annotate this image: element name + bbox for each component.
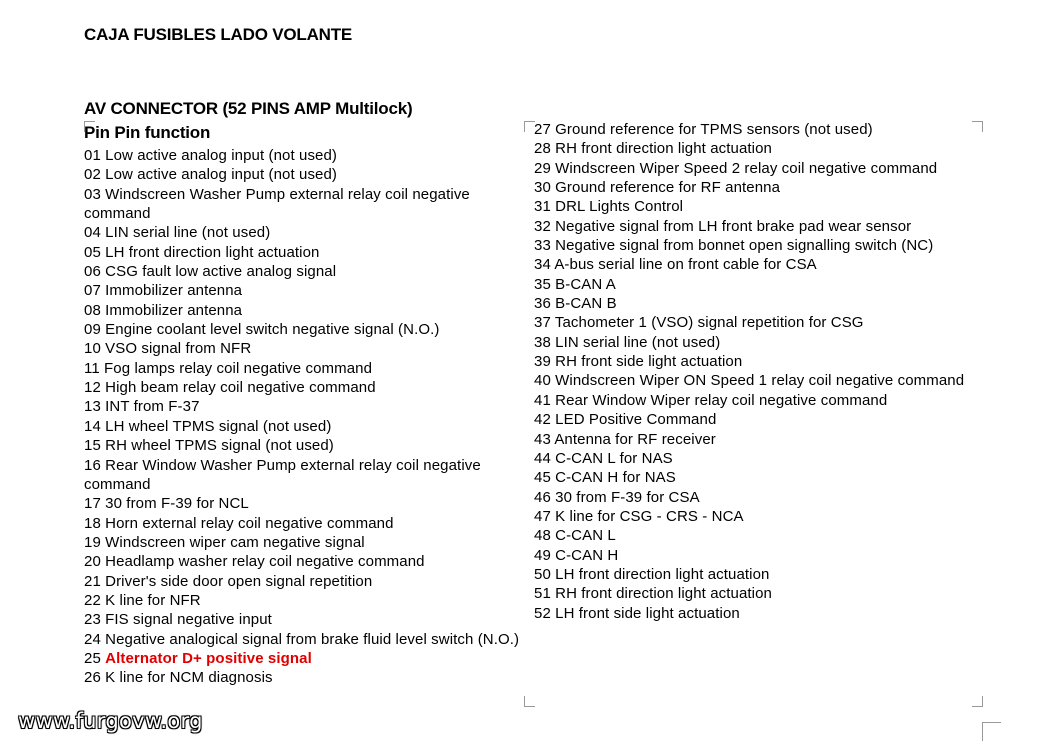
pin-item: 23 FIS signal negative input xyxy=(84,611,272,629)
pin-item: 42 LED Positive Command xyxy=(534,411,717,429)
pin-item: 31 DRL Lights Control xyxy=(534,198,684,216)
pin-item: 40 Windscreen Wiper ON Speed 1 relay coil negative command xyxy=(534,372,965,390)
pin-item-25 xyxy=(84,649,530,668)
pin-item: 37 Tachometer 1 (VSO) signal repetition for CSG xyxy=(534,314,864,332)
pin-item: 21 Driver's side door open signal repetition xyxy=(84,572,373,590)
pin-item: 18 Horn external relay coil negative command xyxy=(84,514,394,532)
pin-item: 04 LIN serial line (not used) xyxy=(84,224,271,242)
pin-item: 01 Low active analog input (not used) xyxy=(84,147,338,164)
pin-item: 20 Headlamp washer relay coil negative command xyxy=(84,553,425,571)
crop-mark xyxy=(972,121,983,132)
pin-item: 09 Engine coolant level switch negative signal (N.O.) xyxy=(84,321,440,339)
pin-item: 52 LH front side light actuation xyxy=(534,604,740,622)
document-title: CAJA FUSIBLES LADO VOLANTE xyxy=(84,25,353,44)
pin-item: 32 Negative signal from LH front brake pad wear sensor xyxy=(534,217,912,235)
pin-item: 14 LH wheel TPMS signal (not used) xyxy=(84,417,332,435)
pin-item: 33 Negative signal from bonnet open signalling switch (NC) xyxy=(534,237,934,255)
pin-item: 13 INT from F-37 xyxy=(84,398,200,416)
pin-item: 29 Windscreen Wiper Speed 2 relay coil negative command xyxy=(534,159,938,177)
pin-list-left xyxy=(84,146,530,688)
pin-item: 11 Fog lamps relay coil negative command xyxy=(84,359,373,377)
crop-mark xyxy=(982,722,1001,741)
pin-item: 43 Antenna for RF receiver xyxy=(534,430,716,448)
pin-item: 36 B-CAN B xyxy=(534,295,617,313)
crop-mark xyxy=(524,696,535,707)
pin-item: 19 Windscreen wiper cam negative signal xyxy=(84,533,365,551)
pin-item: 16 Rear Window Washer Pump external relay coil negative command xyxy=(84,456,481,493)
pin-item: 30 Ground reference for RF antenna xyxy=(534,179,781,197)
pin-item: 45 C-CAN H for NAS xyxy=(534,469,676,487)
pin-item: 47 K line for CSG - CRS - NCA xyxy=(534,507,744,525)
pin-item: 44 C-CAN L for NAS xyxy=(534,449,673,467)
pin-item: 27 Ground reference for TPMS sensors (not used) xyxy=(534,121,873,138)
crop-mark xyxy=(972,696,983,707)
pin-number: 25 xyxy=(84,649,101,667)
pin-item: 51 RH front direction light actuation xyxy=(534,585,772,603)
watermark: www.furgovw.org xyxy=(18,709,203,733)
pin-item: 22 K line for NFR xyxy=(84,591,201,609)
pin-item: 07 Immobilizer antenna xyxy=(84,282,243,300)
pin-item: 49 C-CAN H xyxy=(534,546,619,564)
pin-item: 35 B-CAN A xyxy=(534,275,616,293)
pin-item: 34 A-bus serial line on front cable for CSA xyxy=(534,256,817,274)
pin-item: 38 LIN serial line (not used) xyxy=(534,333,721,351)
crop-mark xyxy=(524,121,535,132)
pin-item: 06 CSG fault low active analog signal xyxy=(84,263,337,281)
highlighted-pin-function: Alternator D+ positive signal xyxy=(105,649,312,667)
crop-mark xyxy=(84,121,95,132)
pin-item: 28 RH front direction light actuation xyxy=(534,140,772,158)
pin-item: 39 RH front side light actuation xyxy=(534,353,743,371)
pin-item: 24 Negative analogical signal from brake fluid level switch (N.O.) xyxy=(84,630,520,648)
pin-item: 50 LH front direction light actuation xyxy=(534,565,770,583)
pin-item: 12 High beam relay coil negative command xyxy=(84,379,376,397)
pin-item: 02 Low active analog input (not used) xyxy=(84,166,338,184)
pin-list-right xyxy=(534,120,994,623)
pin-item: 15 RH wheel TPMS signal (not used) xyxy=(84,437,334,455)
connector-heading: AV CONNECTOR (52 PINS AMP Multilock) xyxy=(84,99,413,118)
pin-item: 46 30 from F-39 for CSA xyxy=(534,488,700,506)
pin-item: 48 C-CAN L xyxy=(534,527,616,545)
pin-item: 17 30 from F-39 for NCL xyxy=(84,495,249,513)
pin-column-header: Pin Pin function xyxy=(84,123,211,142)
pin-item: 41 Rear Window Wiper relay coil negative command xyxy=(534,391,888,409)
pin-item: 03 Windscreen Washer Pump external relay coil negative command xyxy=(84,185,470,223)
pin-item: 26 K line for NCM diagnosis xyxy=(84,669,273,687)
pin-item: 10 VSO signal from NFR xyxy=(84,340,252,358)
pin-item: 08 Immobilizer antenna xyxy=(84,301,243,319)
pin-item: 05 LH front direction light actuation xyxy=(84,243,320,261)
